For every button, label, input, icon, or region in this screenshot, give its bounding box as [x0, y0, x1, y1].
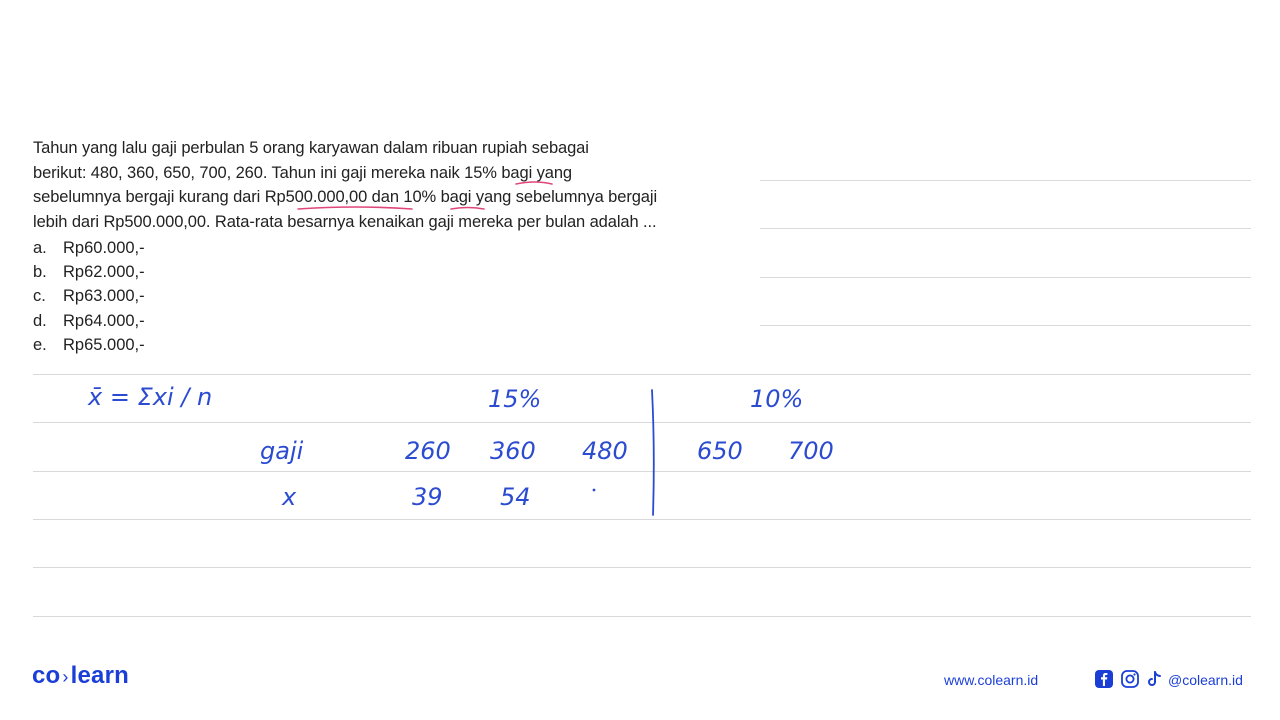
option-text: Rp60.000,- [63, 239, 145, 257]
website-link[interactable]: www.colearn.id [944, 672, 1039, 688]
tiktok-icon[interactable] [1144, 669, 1164, 689]
header-15-percent: 15% [488, 385, 542, 413]
question-line-1: Tahun yang lalu gaji perbulan 5 orang karyawan dalam ribuan rupiah sebagai [33, 139, 589, 157]
gaji-label: gaji [260, 437, 304, 465]
option-text: Rp64.000,- [63, 312, 145, 330]
option-letter: a. [33, 239, 47, 257]
gaji-value-1: 260 [405, 437, 451, 465]
underline-15-percent [516, 182, 552, 184]
option-text: Rp63.000,- [63, 287, 145, 305]
colearn-logo [32, 662, 129, 690]
social-handle[interactable]: @colearn.id [1168, 672, 1243, 688]
gaji-value-2: 360 [490, 437, 536, 465]
question-line-4: lebih dari Rp500.000,00. Rata-rata besarnya kenaikan gaji mereka per bulan adalah ... [33, 212, 657, 231]
option-text: Rp62.000,- [63, 263, 145, 281]
option-letter: d. [33, 312, 47, 330]
logo-left: co [32, 662, 61, 689]
gaji-value-5: 700 [788, 437, 834, 465]
x-value-2: 54 [500, 483, 531, 511]
option-letter: b. [33, 263, 47, 281]
question-line-2: berikut: 480, 360, 650, 700, 260. Tahun ini gaji mereka naik 15% bagi yang [33, 163, 573, 182]
logo-separator-icon: › [62, 667, 69, 687]
option-letter: c. [33, 287, 46, 305]
x-label: x [282, 483, 297, 511]
question-line-3: sebelumnya bergaji kurang dari Rp500.000,00 dan 10% bagi yang sebelumnya bergaji [33, 188, 658, 207]
column-divider [652, 390, 654, 515]
gaji-value-3: 480 [582, 437, 628, 465]
option-letter: e. [33, 336, 47, 354]
x-value-1: 39 [412, 483, 443, 511]
facebook-icon[interactable] [1094, 669, 1114, 689]
gaji-value-4: 650 [697, 437, 743, 465]
underline-10-percent [451, 208, 484, 210]
ink-dot [593, 489, 596, 492]
instagram-icon[interactable] [1120, 669, 1140, 689]
formula: x̄ = Σxi / n [88, 383, 213, 411]
header-10-percent: 10% [750, 385, 804, 413]
logo-right: learn [70, 662, 129, 689]
underline-rp500 [298, 207, 412, 209]
option-text: Rp65.000,- [63, 336, 145, 354]
